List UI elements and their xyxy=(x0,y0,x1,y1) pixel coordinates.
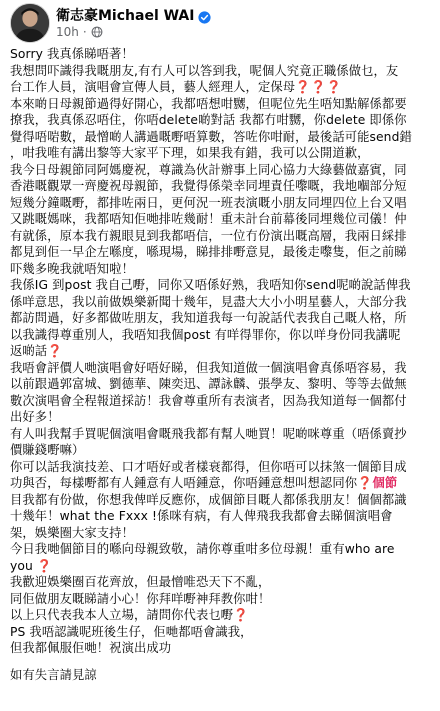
post-line: 我想問吓識得我嘅朋友,有冇人可以答到我，呢個人究竟正職係做乜，友 xyxy=(10,63,399,78)
post-line: 都訪問過，好多都做咗朋友，我知道我每一句說話代表我自己嘅人格，所 xyxy=(10,311,407,325)
post-line: 短幾分鐘嘅嘢，都排咗兩日，更何況一班表演嘅小朋友同埋四位上台又唱 xyxy=(10,195,407,210)
post-line: 以我識得尊重別人，我唔知我個post 有咩得罪你，你以咩身份同我講呢 xyxy=(10,327,401,342)
post-line: ，咁我唯有講出黎等大家平下理，如果我有錯，我可以公開道歉， xyxy=(10,146,370,160)
post-line: 又跳嘅媽咪，我都唔知佢哋排咗幾耐！重未計台前幕後同埋幾位司儀！仲 xyxy=(10,212,407,226)
post-line: 係咩意思，我以前做娛樂新聞十幾年，見盡大大小小明星藝人，大部分我 xyxy=(10,294,407,309)
post-line: 出好多！ xyxy=(10,410,60,424)
post-line: 價賺錢嘢嘛） xyxy=(10,443,85,457)
question-mark-emoji: ❓個節 xyxy=(357,476,398,490)
question-mark-emoji: ❓❓❓ xyxy=(295,80,342,94)
question-mark-emoji: ❓ xyxy=(47,344,63,358)
post-line: you ❓ xyxy=(10,558,53,573)
post-line: 功與否，每樣嘢都有人鍾意有人唔鍾意，你唔鍾意想叫想認同你❓個節 xyxy=(10,476,398,490)
post-line: 返啲話❓ xyxy=(10,344,63,358)
post-header xyxy=(0,0,440,44)
post-line: 但我都佩服佢哋！祝演出成功 xyxy=(10,641,172,655)
post-meta xyxy=(56,25,103,39)
post-line: 架，娛樂圈大家支持！ xyxy=(10,525,134,540)
post-line: 香港嘅觀眾一齊慶祝母親節，我覺得係榮幸同埋責任嚟嘅，我地嗰部分短 xyxy=(10,179,407,193)
post-line: Sorry 我真係睇唔著！ xyxy=(10,47,134,61)
post-line: 台工作人員，演唱會宣傳人員，藝人經理人，定保母❓❓❓ xyxy=(10,80,342,94)
paragraph-gap xyxy=(10,657,434,667)
post-line: 我唔會評價人哋演唱會好唔好睇，但我知道做一個演唱會真係唔容易，我 xyxy=(10,360,407,375)
verified-badge-icon xyxy=(198,9,211,22)
post-line: 你可以話我演技差、口才唔好或者樣衰都得，但你唔可以抹煞一個節目成 xyxy=(10,459,407,474)
post-line: 撩我，我真係忍唔住，你唔delete啲對話 我都冇咁嬲，你delete 即係你 xyxy=(10,113,407,127)
post-body xyxy=(10,46,434,683)
globe-icon[interactable] xyxy=(91,26,103,38)
post-line: 有就係，原本我冇親眼見到我都唔信，一位冇份演出嘅高層，我兩日綵排 xyxy=(10,228,407,243)
post-line: 今日我哋個節目的喺向母親致敬，請你尊重咁多位母親！重有who are xyxy=(10,542,395,556)
author-avatar[interactable] xyxy=(10,3,50,43)
post-line: 以前跟過郭富城、劉德華、陳奕迅、譚詠麟、張學友、黎明、等等去做無 xyxy=(10,377,407,391)
post-line: PS 我唔認識呢班後生仔，佢哋都唔會識我， xyxy=(10,624,253,639)
post-line: 目我都有份做，你想我俾咩反應你，成個節目嘅人都係我朋友！個個都識 xyxy=(10,492,407,507)
question-mark-emoji: ❓ xyxy=(233,608,249,622)
post-line: 我今日母親節同阿媽慶祝，尊識為伙計辦事上同心協力大綠藝做嘉賓，同 xyxy=(10,162,407,177)
post-line: 我歡迎娛樂圈百花齊放，但最憎唯恐天下不亂， xyxy=(10,575,271,589)
post-timestamp[interactable]: 10h xyxy=(56,25,79,39)
post-line: 吓幾多晚我就唔知啦！ xyxy=(10,261,134,276)
author-name[interactable]: 衛志豪Michael WAI xyxy=(56,8,195,24)
post-line: 我係IG 到post 我自己嘢，同你又唔係好熟，我唔知你send呢啲說話俾我 xyxy=(10,278,411,292)
post-line: 有人叫我幫手買呢個演唱會嘅飛我都有幫人哋買！呢啲咪尊重（唔係賣抄 xyxy=(10,426,407,441)
post-line: 本來啲日母親節過得好開心，我都唔想咁嬲，但呢位先生唔知點解係都要 xyxy=(10,96,407,111)
author-line xyxy=(56,5,211,25)
post-line: 數次演唱會全程報道採訪！我會尊重所有表演者，因為我知道每一個都付 xyxy=(10,393,407,408)
post-line: 覺得唔啱數，最憎啲人講過嘅嘢唔算數，答咗你咁耐，最後話可能send錯 xyxy=(10,129,412,144)
post-line: 以上只代表我本人立場，請問你代表乜嘢❓ xyxy=(10,608,249,622)
post-line: 十幾年！what the Fxxx !係咪有病，有人俾飛我我都會去睇個演唱會 xyxy=(10,509,393,523)
post-line: 同佢做朋友嘅睇請小心！你拜咩嘢神拜教你咁！ xyxy=(10,591,271,606)
meta-separator: · xyxy=(82,25,87,39)
post-line: 都見到佢一早企左喺度，喺現場，睇排排嘢意見，最後走嚟隻，佢之前睇 xyxy=(10,245,407,259)
question-mark-emoji: ❓ xyxy=(36,558,53,573)
post-line: 如有失言請見諒 xyxy=(10,667,97,682)
